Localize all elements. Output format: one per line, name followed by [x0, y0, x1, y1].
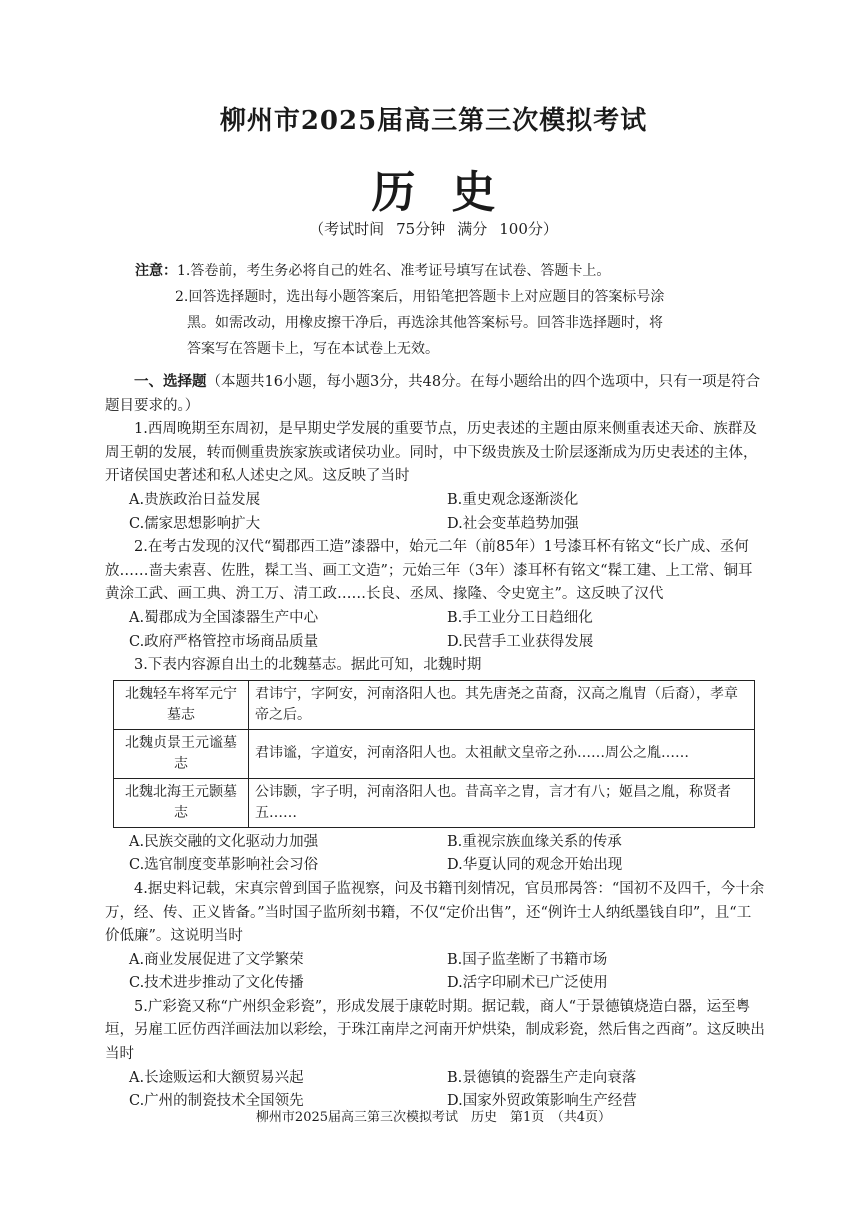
question-1-stem: 1.西周晚期至东周初，是早期史学发展的重要节点，历史表述的主题由原来侧重表述天命、族群及周王朝的发展，转而侧重贵族家族或诸侯功业。同时，中下级贵族及士阶层逐渐成为历史表述的主体，开诸侯国史著述和私人述史之风。这反映了当时: [105, 421, 758, 485]
table-row: [114, 778, 755, 827]
notes-label: 注意：: [135, 263, 177, 279]
epitaph-text: 公讳颢，字子明，河南洛阳人也。昔高辛之胄，言才有八；姬昌之胤，称贤者五……: [249, 778, 755, 827]
option-d: D.华夏认同的观念开始出现: [447, 857, 623, 874]
option-a: A.长途贩运和大额贸易兴起: [129, 1069, 304, 1086]
option-c: C.技术进步推动了文化传播: [129, 975, 304, 992]
question-3-options: [105, 831, 765, 878]
note-line-4: 答案写在答题卡上，写在本试卷上无效。: [187, 341, 439, 357]
option-d: D.社会变革趋势加强: [447, 515, 579, 532]
exam-time-info: [0, 218, 867, 239]
table-row: [114, 729, 755, 778]
option-a: A.商业发展促进了文学繁荣: [129, 951, 304, 968]
table-row: [114, 680, 755, 729]
option-b: B.重史观念逐渐淡化: [447, 491, 579, 508]
time-value: 75分钟: [396, 220, 446, 238]
epitaph-name: 北魏北海王元颢墓志: [114, 778, 249, 827]
option-c: C.选官制度变革影响社会习俗: [129, 857, 319, 874]
page-footer: 柳州市2025届高三第三次模拟考试 历史 第1页 （共4页）: [255, 1110, 612, 1125]
option-c: C.儒家思想影响扩大: [129, 515, 261, 532]
question-1-options: [105, 489, 765, 536]
epitaph-name: 北魏轻车将军元宁墓志: [114, 680, 249, 729]
option-b: B.景德镇的瓷器生产走向衰落: [447, 1069, 637, 1086]
option-b: B.重视宗族血缘关系的传承: [447, 833, 622, 850]
question-2-stem: 2.在考古发现的汉代“蜀郡西工造”漆器中，始元二年（前85年）1号漆耳杯有铭文“长广成、丞何放……啬夫索喜、佐胜，髹工当、画工文造”；元始三年（3年）漆耳杯有铭文“髹工建、上工常、铜耳黄涂工武、画工典、洀工万、清工政……长良、丞凤、掾隆、令史宽主”。这反映了汉代: [105, 539, 753, 603]
exam-title: 柳州市2025届高三第三次模拟考试: [219, 106, 648, 136]
time-label: （考试时间: [309, 220, 385, 238]
question-5-stem: 5.广彩瓷又称“广州织金彩瓷”，形成发展于康乾时期。据记载，商人“于景德镇烧造白器，运至粤垣，另雇工匠仿西洋画法加以彩绘，于珠江南岸之河南开炉烘染，制成彩瓷，然后售之西商”。这反映出当时: [105, 998, 765, 1063]
note-line-2: 2.回答选择题时，选出每小题答案后，用铅笔把答题卡上对应题目的答案标号涂: [175, 289, 665, 305]
option-a: A.民族交融的文化驱动力加强: [129, 833, 319, 850]
question-3-stem: 3.下表内容源自出土的北魏墓志。据此可知，北魏时期: [134, 657, 482, 674]
option-b: B.手工业分工日趋细化: [447, 609, 593, 626]
question-4-stem: 4.据史料记载，宋真宗曾到国子监视察，问及书籍刊刻情况，官员邢昺答：“国初不及四千，今十余万，经、传、正义皆备。”当时国子监所刻书籍，不仅“定价出售”，还“例许士人纳纸墨钱自印”，且“工价低廉”。这说明当时: [105, 880, 765, 945]
section-header: 一、选择题（本题共16小题，每小题3分，共48分。在每小题给出的四个选项中，只有一项是符合题目要求的。）: [105, 373, 761, 414]
score-value: 100分）: [499, 220, 558, 238]
exam-body: [105, 370, 765, 1114]
note-line-1: 注意：1.答卷前，考生务必将自己的姓名、准考证号填写在试卷、答题卡上。: [135, 263, 611, 279]
question-4-options: [105, 949, 765, 996]
epitaph-text: 君讳宁，字阿安，河南洛阳人也。其先唐尧之苗裔，汉高之胤胄（后裔），孝章帝之后。: [249, 680, 755, 729]
epitaph-table: [113, 680, 755, 828]
question-2-options: [105, 607, 765, 654]
epitaph-name: 北魏贞景王元谧墓志: [114, 729, 249, 778]
score-label: 满分: [457, 220, 488, 238]
subject-title: 历史: [371, 167, 532, 218]
epitaph-text: 君讳谧，字道安，河南洛阳人也。太祖献文皇帝之孙……周公之胤……: [249, 729, 755, 778]
note-line-3: 黑。如需改动，用橡皮擦干净后，再选涂其他答案标号。回答非选择题时，将: [187, 315, 663, 331]
option-b: B.国子监垄断了书籍市场: [447, 951, 608, 968]
option-a: A.贵族政治日益发展: [129, 491, 261, 508]
exam-notes: [135, 258, 775, 362]
option-d: D.民营手工业获得发展: [447, 633, 594, 650]
option-c: C.广州的制瓷技术全国领先: [129, 1093, 304, 1110]
option-d: D.国家外贸政策影响生产经营: [447, 1093, 637, 1110]
option-d: D.活字印刷术已广泛使用: [447, 975, 608, 992]
option-a: A.蜀郡成为全国漆器生产中心: [129, 609, 319, 626]
option-c: C.政府严格管控市场商品质量: [129, 633, 319, 650]
